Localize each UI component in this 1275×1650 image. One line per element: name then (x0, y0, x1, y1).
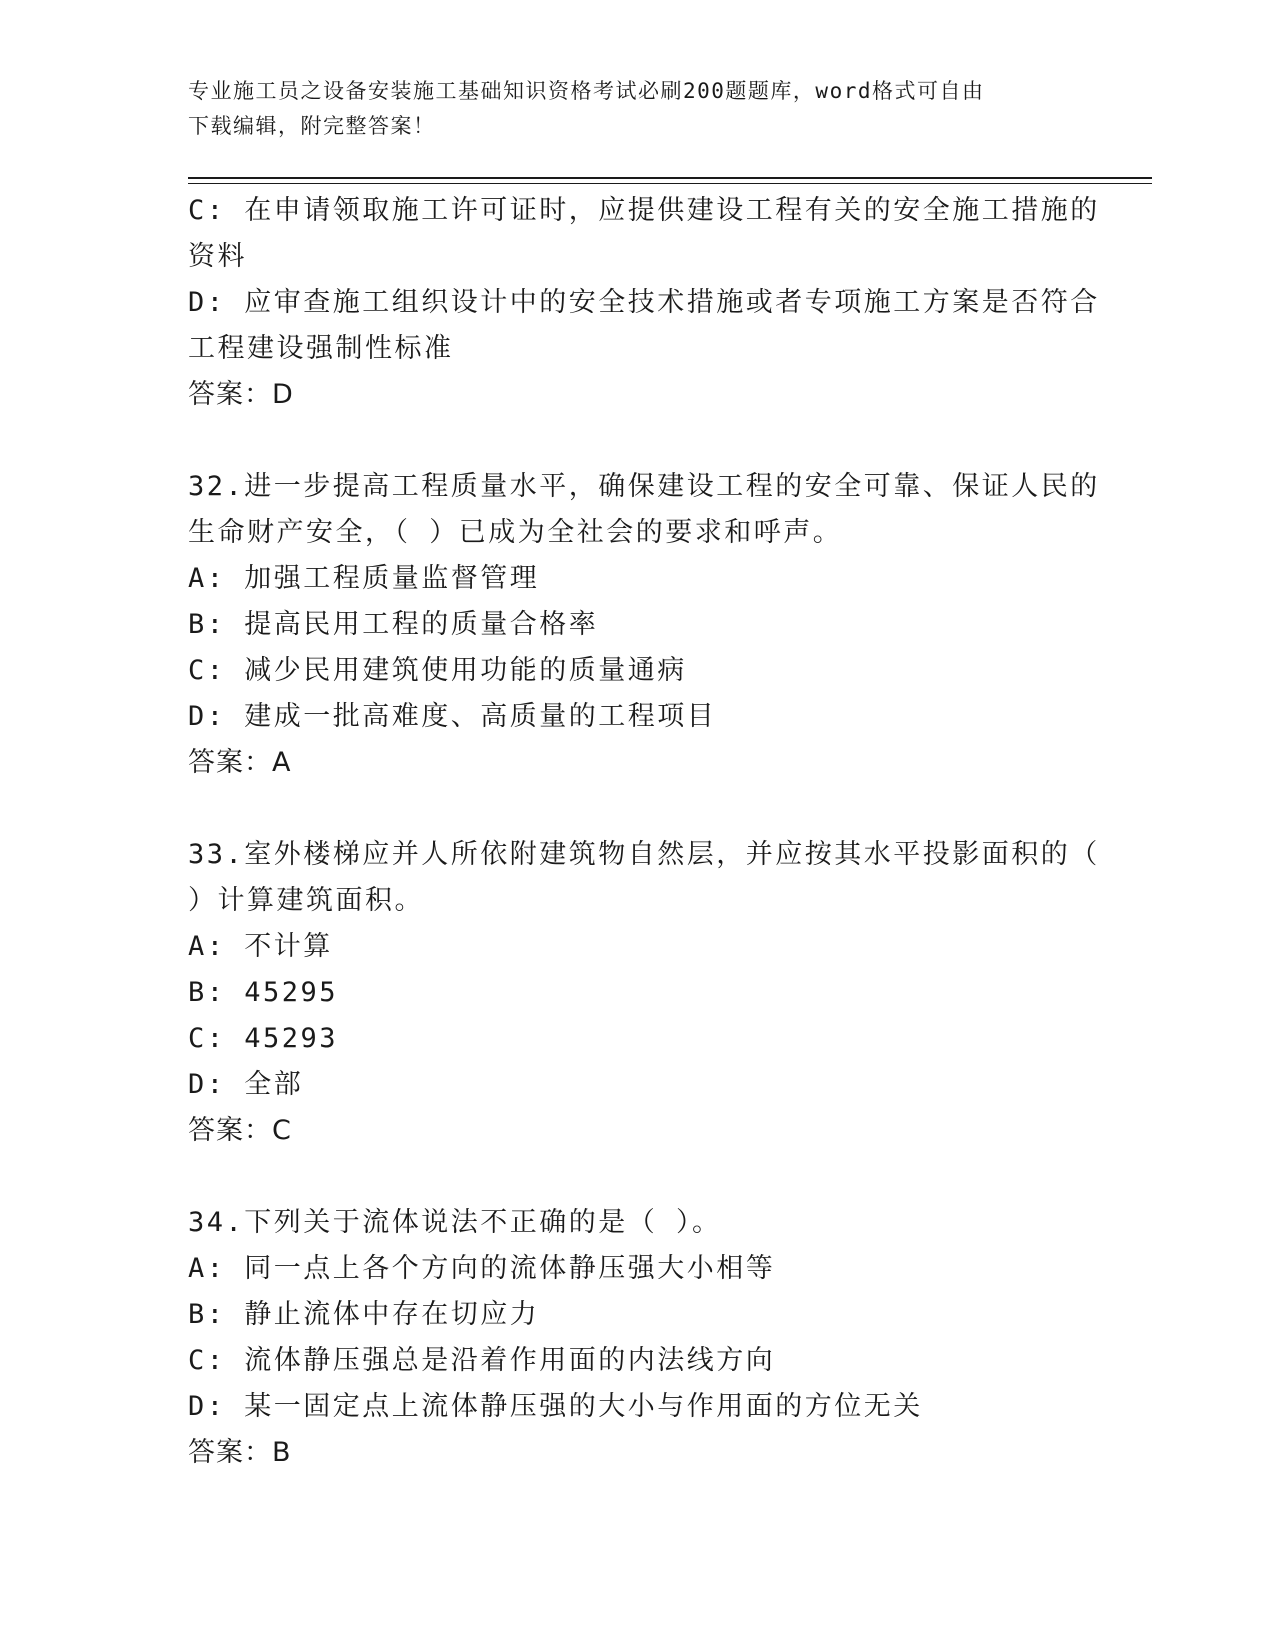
option-a: A: 不计算 (188, 931, 333, 962)
question-33 (188, 832, 1100, 1154)
header-title-line1: 专业施工员之设备安装施工基础知识资格考试必刷200题题库，word格式可自由 (188, 79, 985, 103)
header-rule-thin (188, 183, 1152, 184)
answer-32: 答案：A (188, 747, 292, 778)
option-d: D: 全部 (188, 1069, 304, 1100)
question-content (188, 188, 1100, 1476)
header-rule-thick (188, 177, 1152, 179)
option-d-line2: 工程建设强制性标准 (188, 333, 454, 364)
option-a: A: 同一点上各个方向的流体静压强大小相等 (188, 1253, 776, 1284)
question-stem-line2: 生命财产安全，（ ）已成为全社会的要求和呼声。 (188, 517, 843, 548)
option-b: B: 提高民用工程的质量合格率 (188, 609, 599, 640)
header-title-line2: 下载编辑，附完整答案！ (188, 114, 436, 138)
answer-31: 答案：D (188, 379, 294, 410)
question-stem-line1: 32.进一步提高工程质量水平，确保建设工程的安全可靠、保证人民的 (188, 471, 1100, 502)
question-stem-line1: 34.下列关于流体说法不正确的是（ ）。 (188, 1207, 722, 1238)
option-c: C: 流体静压强总是沿着作用面的内法线方向 (188, 1345, 776, 1376)
option-c: C: 减少民用建筑使用功能的质量通病 (188, 655, 687, 686)
option-c-line2: 资料 (188, 241, 247, 272)
option-d: D: 某一固定点上流体静压强的大小与作用面的方位无关 (188, 1391, 923, 1422)
option-c: C: 45293 (188, 1023, 339, 1054)
question-stem-line1: 33.室外楼梯应并人所依附建筑物自然层，并应按其水平投影面积的（ (188, 839, 1100, 870)
option-c-line1: C: 在申请领取施工许可证时，应提供建设工程有关的安全施工措施的 (188, 195, 1100, 226)
answer-34: 答案：B (188, 1437, 292, 1468)
option-d: D: 建成一批高难度、高质量的工程项目 (188, 701, 717, 732)
page-header (188, 74, 1068, 144)
option-b: B: 静止流体中存在切应力 (188, 1299, 540, 1330)
question-31-tail (188, 188, 1100, 418)
question-32 (188, 464, 1100, 786)
question-stem-line2: ）计算建筑面积。 (188, 885, 424, 916)
question-34 (188, 1200, 1088, 1476)
option-a: A: 加强工程质量监督管理 (188, 563, 540, 594)
answer-33: 答案：C (188, 1115, 292, 1146)
option-d-line1: D: 应审查施工组织设计中的安全技术措施或者专项施工方案是否符合 (188, 287, 1100, 318)
option-b: B: 45295 (188, 977, 339, 1008)
